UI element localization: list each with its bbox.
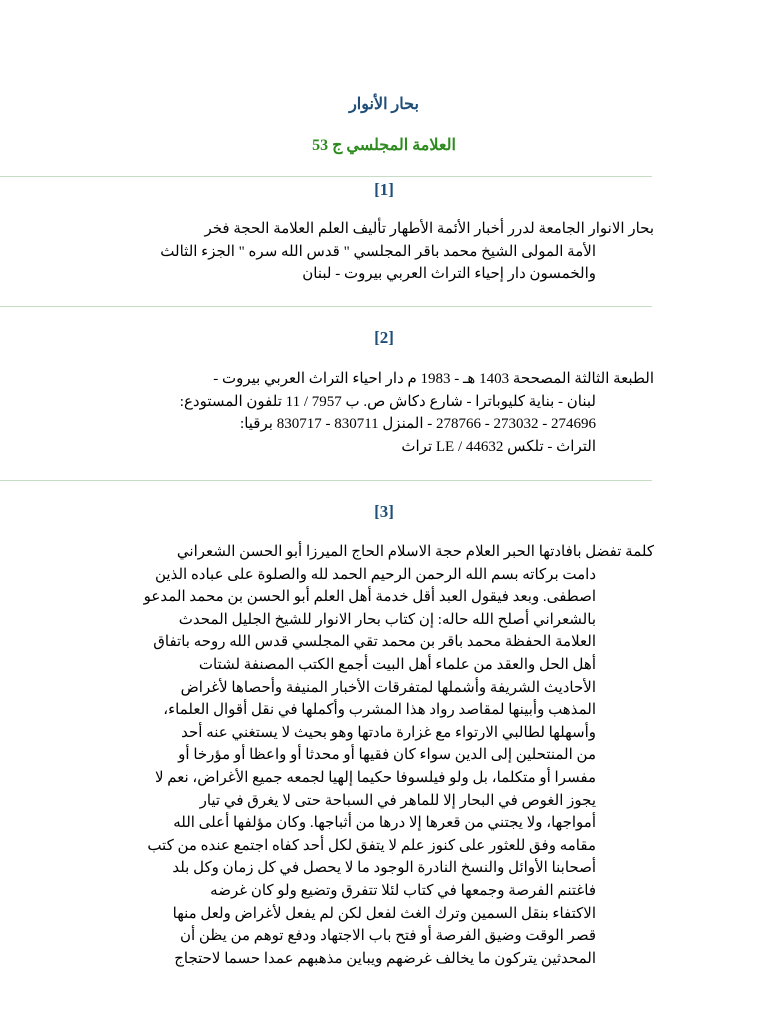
book-title: بحار الأنوار [349, 96, 419, 113]
text-line: التراث - تلكس LE / 44632 تراث [401, 438, 596, 455]
text-line: وأسهلها لطالبي الارتواء مع غزارة مادتها وهو بحيث لا يستغني عنه أحد [181, 724, 596, 741]
text-line: أهل الحل والعقد من علماء أهل البيت أجمع الكتب المصنفة لشتات [198, 656, 596, 673]
page-marker: [3] [374, 502, 394, 521]
text-line: دامت بركاته بسم الله الرحمن الرحيم الحمد لله والصلوة على عباده الذين [154, 566, 596, 583]
text-line: بحار الانوار الجامعة لدرر أخبار الأئمة الأطهار تأليف العلم العلامة الحجة فخر [204, 221, 654, 237]
text-line: لبنان - بناية كليوباترا - شارع دكاش ص. ب 7957 / 11 تلفون المستودع: [179, 393, 596, 410]
section-text [109, 368, 654, 458]
text-line: أمواجها، ولا يجتني من قعرها إلا درها من أثباجها. وكان مؤلفها أعلى الله [173, 815, 596, 832]
section-divider [0, 306, 652, 307]
text-line: المذهب وأبينها لمقاصد رواد هذا المشرب وأكملها في نقل أقوال العلماء، [163, 702, 596, 719]
text-line: من المنتحلين إلى الدين سواء كان فقيها أو محدثا أو واعظا أو مؤرخا أو [178, 747, 596, 764]
text-line: 274696 - 273032 - 278766 - المنزل 830711 - 830717 برقيا: [240, 416, 596, 433]
text-line: والخمسون دار إحياء التراث العربي بيروت - لبنان [302, 266, 596, 283]
text-line: يجوز الغوص في البحار إلا للماهر في السباحة حتى لا يغرق في تيار [199, 792, 596, 809]
text-line: اصطفى. وبعد فيقول العبد أقل خدمة أهل العلم أبو الحسن بن محمد المدعو [143, 589, 596, 606]
section-divider [0, 176, 652, 177]
text-line: كلمة تفضل بافادتها الحبر العلام حجة الاسلام الحاج الميرزا أبو الحسن الشعراني [176, 544, 654, 560]
text-line: بالشعراني أصلح الله حاله: إن كتاب بحار الانوار للشيخ الجليل المحدث [178, 611, 596, 628]
text-line: المحدثين يتركون ما يخالف غرضهم ويباين مذهبهم عمدا حسما لاحتجاج [174, 950, 596, 967]
text-line: مفسرا أو متكلما، بل ولو فيلسوفا حكيما إلهيا لجمعه جميع الأغراض، نعم لا [154, 769, 596, 786]
text-line: الطبعة الثالثة المصححة 1403 هـ - 1983 م دار احياء التراث العربي بيروت - [213, 371, 654, 387]
text-line: العلامة الحفظة محمد باقر بن محمد تقي المجلسي قدس الله روحه باتفاق [153, 634, 596, 651]
text-line: مقامه وفق للعثور على كنوز علم لا يتفق لكل أحد كفاه اجتمع عنده من كتب [147, 837, 596, 854]
text-line: فاغتنم الفرصة وجمعها في كتاب لئلا تتفرق وتضيع ولو كان غرضه [210, 882, 596, 899]
text-line: الأحاديث الشريفة وأشملها لمتفرقات الأخبار المنيفة وأحصاها لأغراض [180, 679, 596, 696]
section-divider [0, 480, 652, 481]
text-line: قصر الوقت وضيق الفرصة أو فتح باب الاجتهاد ودفع توهم من يظن أن [179, 928, 596, 945]
section-text [109, 218, 654, 286]
page-marker: [1] [374, 180, 394, 199]
text-line: الاكتفاء بنقل السمين وترك الغث لفعل لكن لم يفعل لأغراض ولعل منها [172, 905, 596, 922]
text-line: الأمة المولى الشيخ محمد باقر المجلسي " قدس الله سره " الجزء الثالث [160, 243, 596, 260]
page-marker: [2] [374, 328, 394, 347]
section-text [109, 541, 654, 970]
text-line: أصحابنا الأوائل والنسخ النادرة الوجود ما لا يحصل في كل زمان وكل بلد [172, 860, 596, 877]
author-volume-heading: العلامة المجلسي ج 53 [312, 137, 456, 154]
